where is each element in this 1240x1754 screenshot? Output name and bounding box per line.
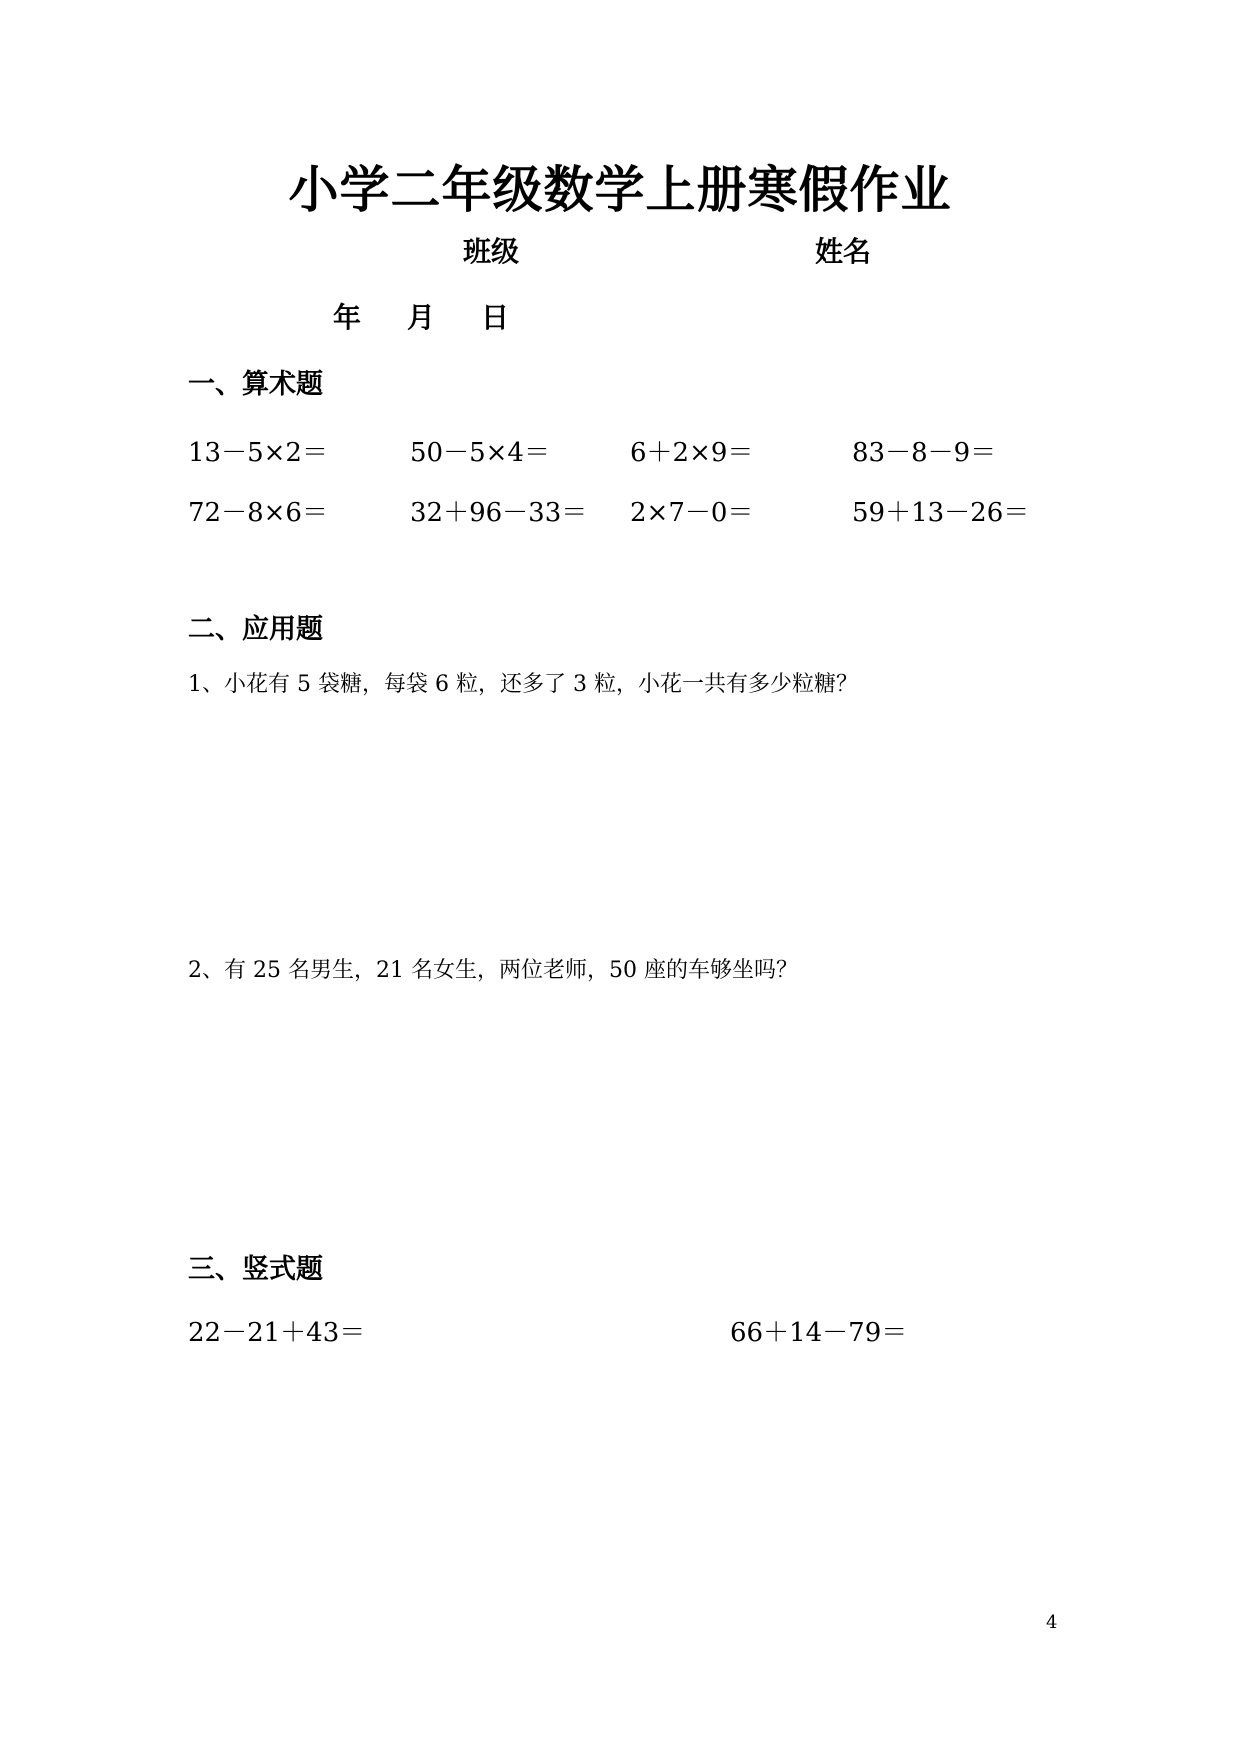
date-day-label: 日 [481, 301, 510, 334]
column-calc-item: 66＋14－79＝ [730, 1318, 908, 1348]
arithmetic-item: 50－5×4＝ [410, 438, 550, 468]
name-label: 姓名 [815, 235, 872, 268]
date-month-label: 月 [407, 301, 436, 334]
date-year-label: 年 [333, 301, 362, 334]
class-label: 班级 [463, 235, 520, 268]
section-heading-word-problems: 二、应用题 [188, 614, 323, 645]
section-heading-column-calculation: 三、竖式题 [188, 1254, 323, 1285]
arithmetic-item: 13－5×2＝ [188, 438, 328, 468]
arithmetic-item: 2×7－0＝ [630, 498, 754, 528]
page-number: 4 [1046, 1612, 1058, 1633]
arithmetic-item: 59＋13－26＝ [852, 498, 1030, 528]
arithmetic-item: 72－8×6＝ [188, 498, 328, 528]
column-calc-item: 22－21＋43＝ [188, 1318, 366, 1348]
arithmetic-item: 6＋2×9＝ [630, 438, 754, 468]
word-problem-2: 2、有 25 名男生，21 名女生，两位老师，50 座的车够坐吗？ [188, 958, 798, 983]
section-heading-arithmetic: 一、算术题 [188, 369, 323, 400]
word-problem-1: 1、小花有 5 袋糖，每袋 6 粒，还多了 3 粒，小花一共有多少粒糖？ [188, 672, 858, 697]
arithmetic-item: 83－8－9＝ [852, 438, 997, 468]
page-title: 小学二年级数学上册寒假作业 [288, 161, 952, 219]
arithmetic-item: 32＋96－33＝ [410, 498, 588, 528]
